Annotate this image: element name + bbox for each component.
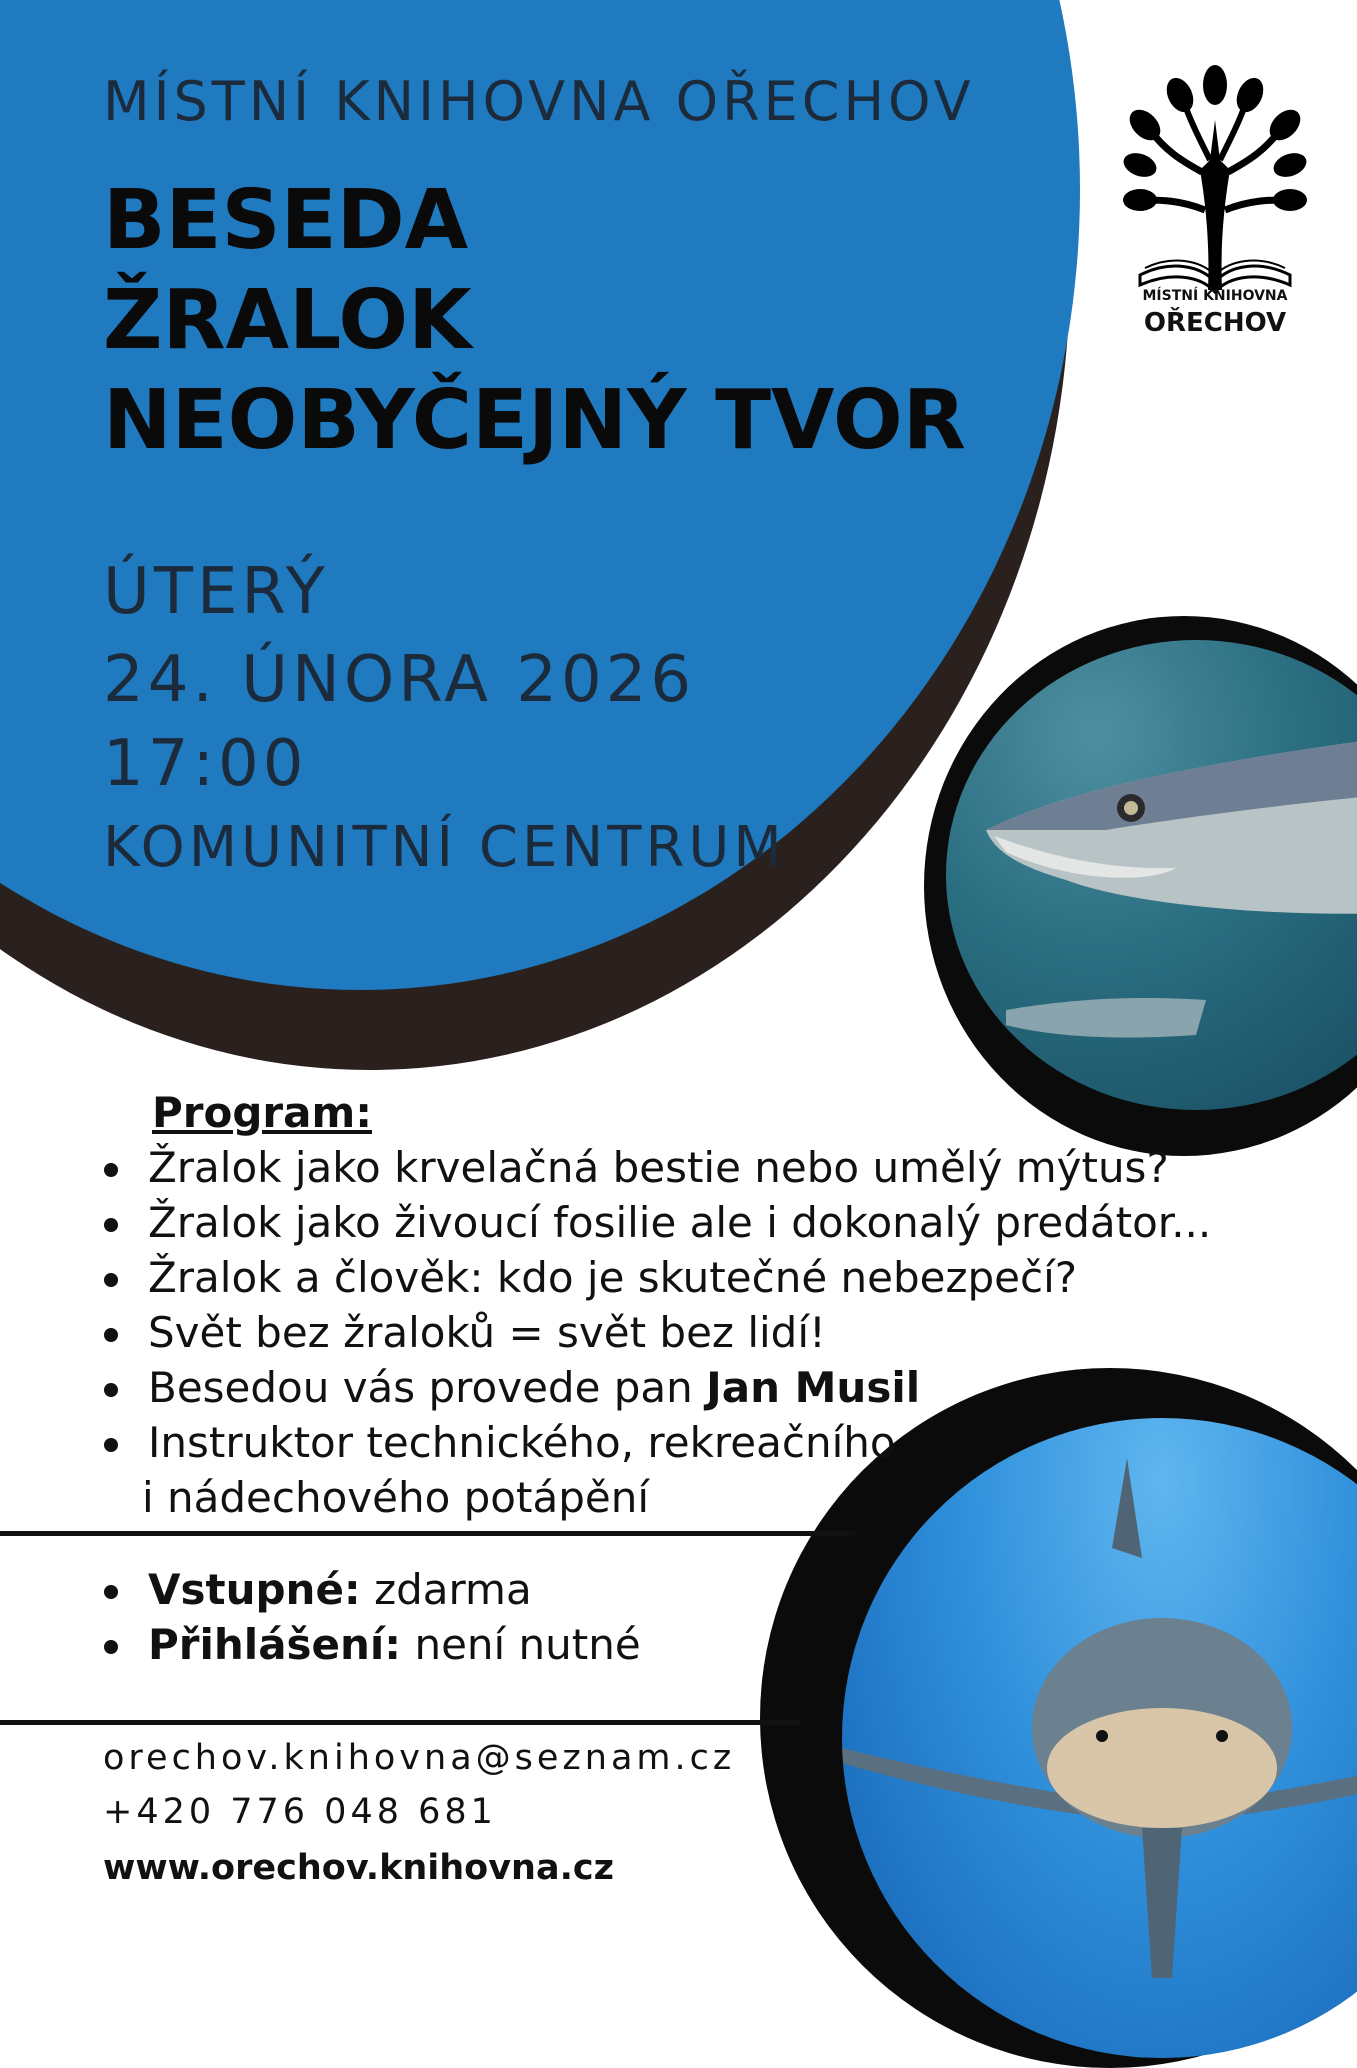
- instructor-line-1: Instruktor technického, rekreačního: [148, 1418, 896, 1467]
- program-list: [100, 1140, 1250, 1470]
- entry-value: zdarma: [360, 1565, 532, 1614]
- info-list: [100, 1562, 1250, 1672]
- library-name: MÍSTNÍ KNIHOVNA OŘECHOV: [103, 70, 975, 133]
- list-item-guide: [100, 1360, 1250, 1415]
- title-line-3: NEOBYČEJNÝ TVOR: [103, 373, 966, 468]
- tree-book-icon: [1120, 60, 1310, 350]
- contact-web[interactable]: www.orechov.knihovna.cz: [103, 1848, 614, 1888]
- guide-name: Jan Musil: [706, 1363, 921, 1412]
- divider-top: [0, 1531, 855, 1536]
- list-item-instructor: [100, 1415, 1250, 1470]
- entry-label: Vstupné:: [148, 1565, 361, 1614]
- event-time: 17:00: [103, 727, 308, 801]
- event-date: 24. ÚNORA 2026: [103, 643, 696, 717]
- event-place: KOMUNITNÍ CENTRUM: [103, 815, 786, 880]
- title-line-1: BESEDA: [103, 173, 469, 268]
- program-heading: Program:: [152, 1088, 373, 1137]
- list-item: Žralok jako živoucí fosilie ale i dokonalý predátor...: [100, 1195, 1250, 1250]
- divider-bottom: [0, 1720, 800, 1725]
- logo-text-top: MÍSTNÍ KNIHOVNA: [1142, 288, 1288, 304]
- event-day: ÚTERÝ: [103, 555, 329, 629]
- list-item: Žralok jako krvelačná bestie nebo umělý mýtus?: [100, 1140, 1250, 1195]
- title-line-2: ŽRALOK: [103, 273, 472, 368]
- list-item: Svět bez žraloků = svět bez lidí!: [100, 1305, 1250, 1360]
- guide-prefix: Besedou vás provede pan: [148, 1363, 707, 1412]
- logo-text-bottom: OŘECHOV: [1143, 308, 1287, 338]
- contact-phone: +420 776 048 681: [103, 1792, 497, 1832]
- list-item-registration: [100, 1617, 1250, 1672]
- list-item-entry: [100, 1562, 1250, 1617]
- registration-value: není nutné: [401, 1620, 641, 1669]
- instructor-line-2: i nádechového potápění: [142, 1473, 649, 1522]
- list-item: Žralok a člověk: kdo je skutečné nebezpečí?: [100, 1250, 1250, 1305]
- contact-email[interactable]: orechov.knihovna@seznam.cz: [103, 1738, 736, 1778]
- registration-label: Přihlášení:: [148, 1620, 402, 1669]
